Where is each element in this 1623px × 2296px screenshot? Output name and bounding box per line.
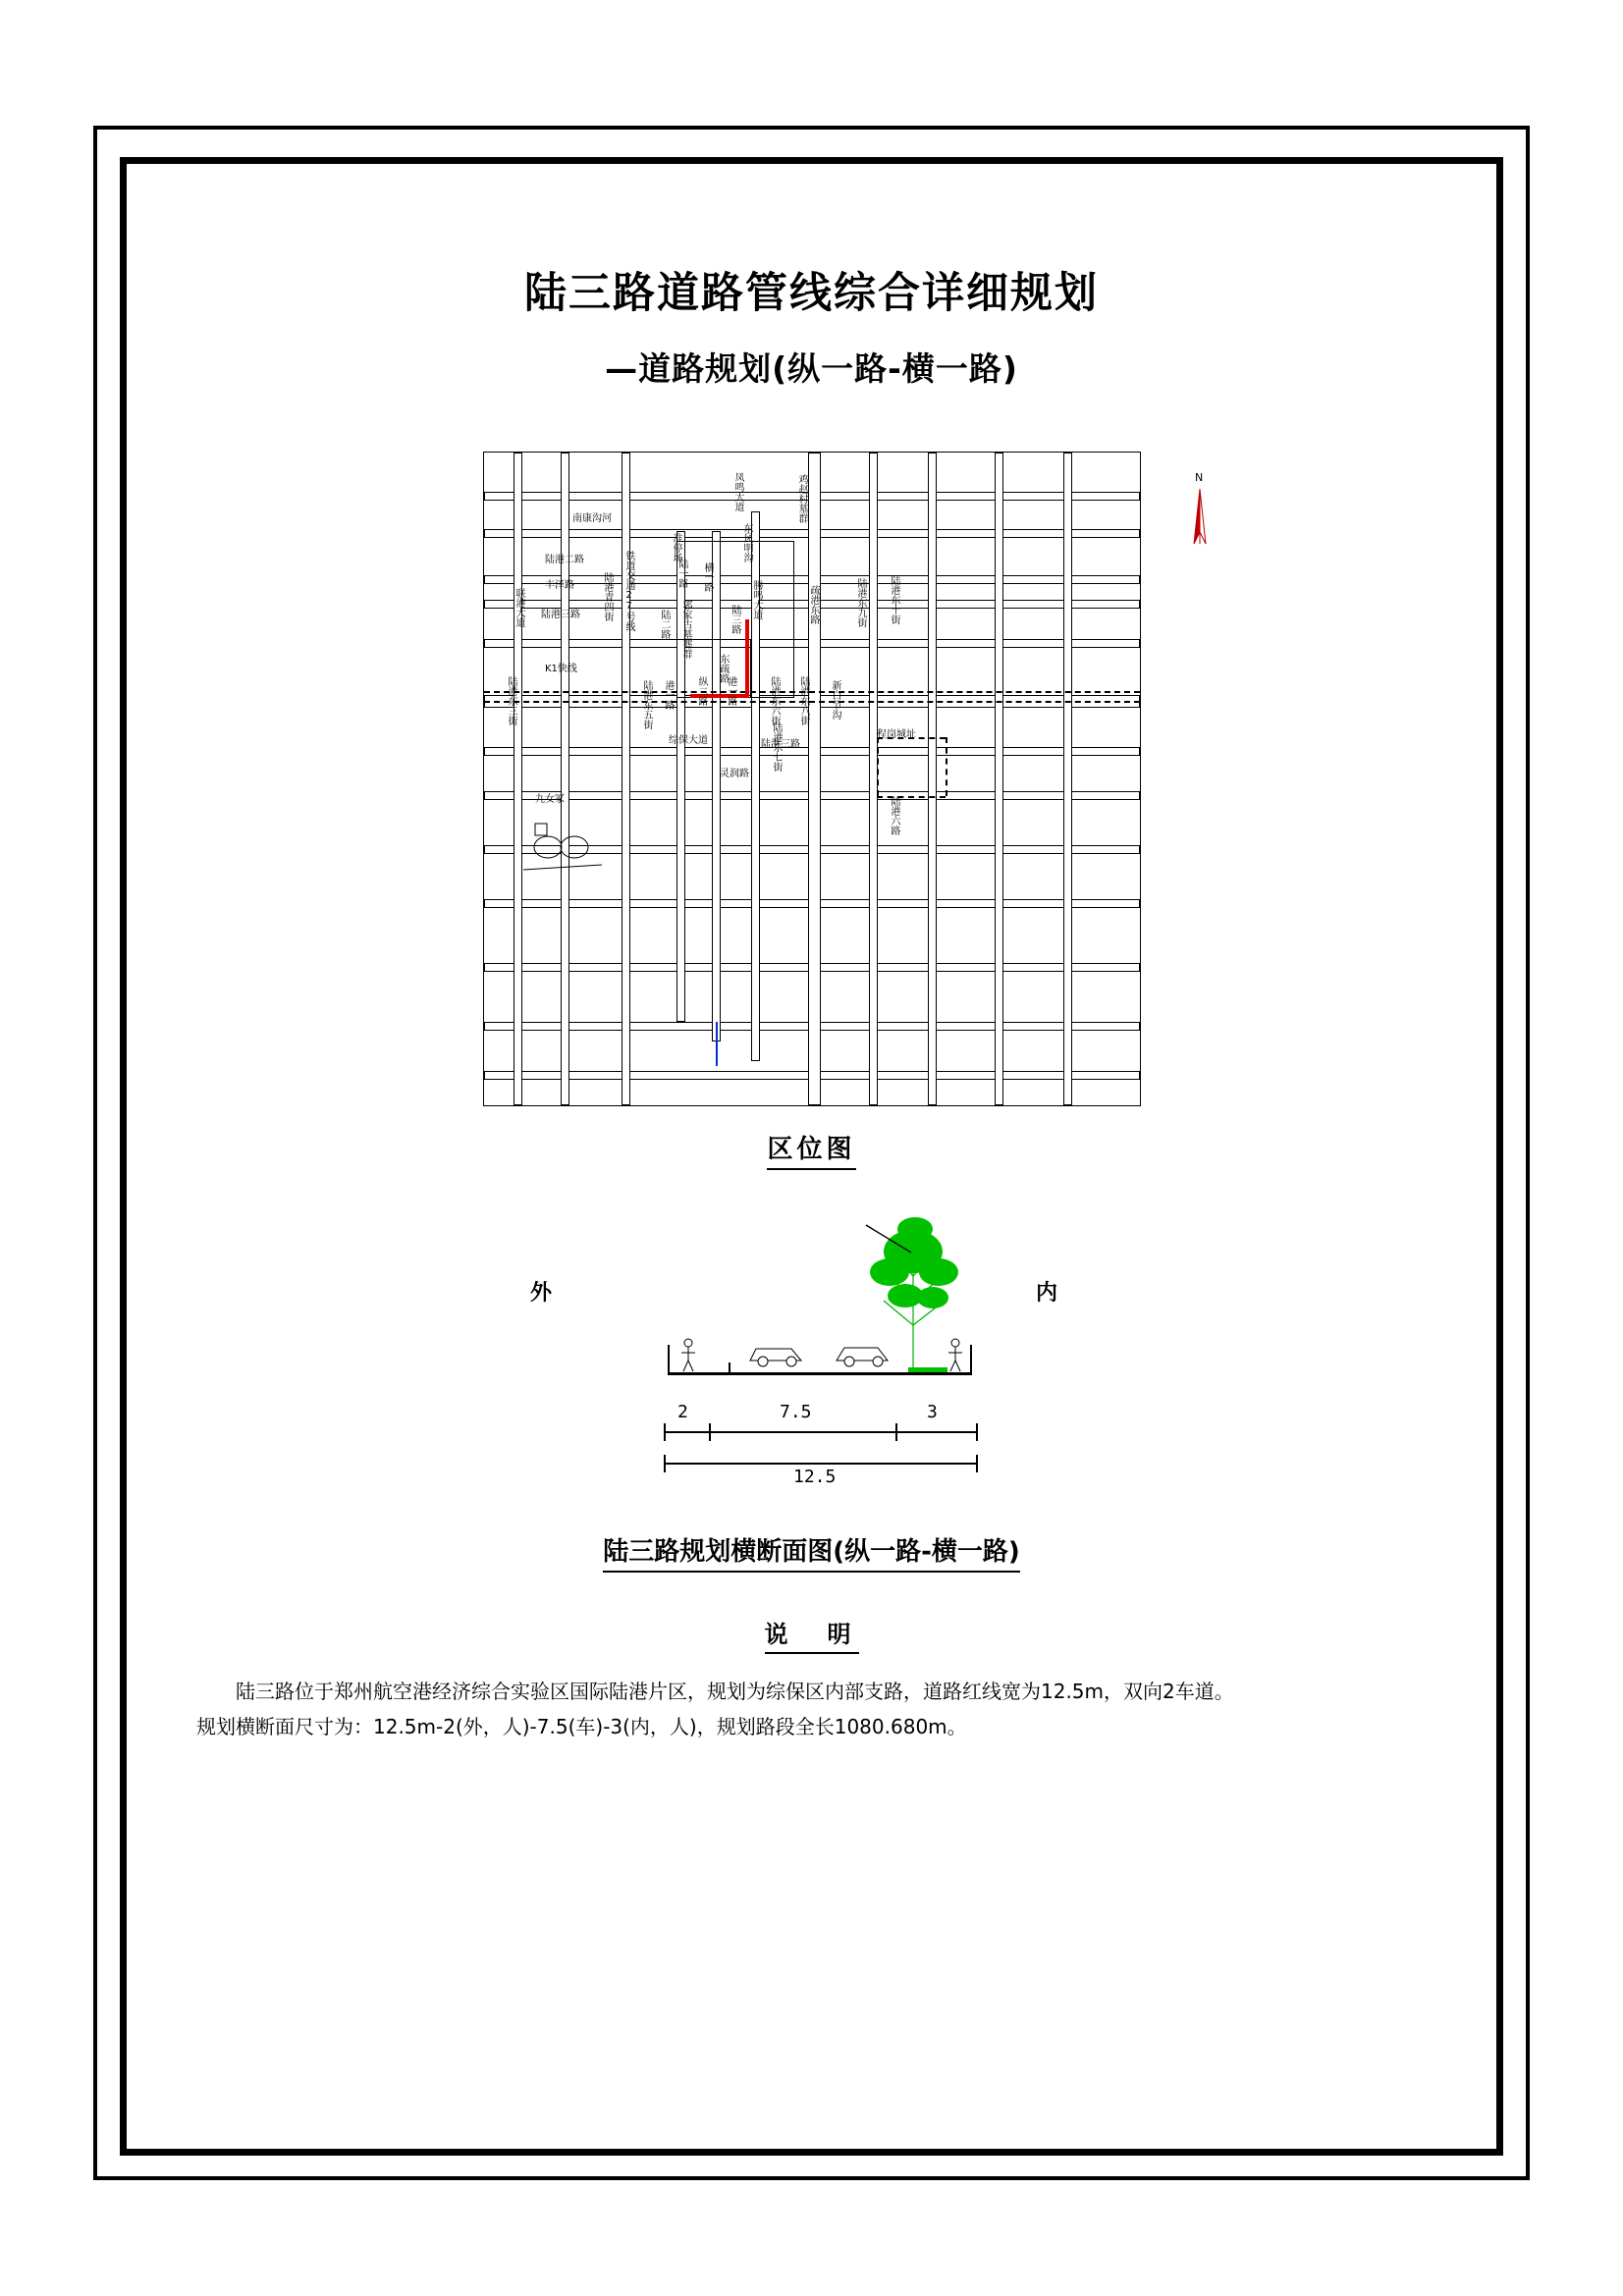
map-road-label: 陆三路: [730, 605, 740, 634]
map-road-label: 鸡赵村墓群: [796, 474, 807, 523]
map-road-label: 东疏路: [718, 654, 729, 683]
map-road-v: [1063, 453, 1072, 1105]
car-icon: [746, 1333, 815, 1372]
north-label: N: [1195, 471, 1204, 484]
dimension-value-7-5: 7.5: [780, 1402, 812, 1422]
map-road-label: 陆港东五街: [641, 680, 652, 729]
map-road-label: 陆港东十街: [889, 575, 899, 624]
map-road-label: 陆港二路: [545, 555, 584, 565]
page-title: 陆三路道路管线综合详细规划: [524, 269, 1099, 318]
map-road-label: 九女冢: [535, 794, 565, 805]
dimension-line-total: [664, 1463, 978, 1465]
dimension-bar: [664, 1402, 978, 1487]
map-road-label: K1快线: [545, 664, 577, 674]
map-road-label: 凤鸣大道: [732, 472, 743, 511]
map-road-v: [995, 453, 1003, 1105]
map-road-label: 陆港青四街: [602, 572, 613, 621]
map-road-label: 陆港东八街: [798, 676, 809, 725]
note-caption: 说 明: [0, 1615, 1623, 1654]
map-road-label: 郭家古墓葬群: [680, 600, 691, 659]
map-road-label: 陆港东六街: [769, 676, 780, 725]
map-road-label: 腾鸣大道: [751, 580, 762, 619]
map-road-label: 综保大道: [669, 735, 708, 746]
planned-road-highlight: [745, 619, 749, 698]
dimension-value-3: 3: [927, 1402, 938, 1422]
map-road-label: 疏港东路: [808, 585, 819, 624]
map-road-label: 陆港三路: [541, 610, 580, 620]
map-road-label: 陆港东七街: [771, 722, 782, 772]
map-road-label: 陆港东三街: [506, 676, 516, 725]
car-icon: [833, 1333, 901, 1372]
north-arrow: [1173, 471, 1232, 569]
dimension-tick: [664, 1455, 666, 1472]
note-line-2: 规划横断面尺寸为：12.5m-2(外，人)-7.5(车)-3(内，人)，规划路段全长1080.680m。: [196, 1715, 967, 1738]
map-road-v: [928, 453, 937, 1105]
map-road-v: [561, 453, 569, 1105]
map-road-label: 陆港三路: [761, 739, 800, 750]
dimension-value-2: 2: [677, 1402, 688, 1422]
map-road-label: 准停场: [671, 533, 681, 562]
map-rail-line: [484, 701, 1140, 703]
location-map: [483, 452, 1141, 1106]
section-right-edge: [970, 1345, 972, 1374]
page-subtitle: —道路规划(纵一路-横一路): [605, 349, 1018, 388]
section-label-inner: 内: [1036, 1281, 1058, 1306]
cross-section-caption: 陆三路规划横断面图(纵一路-横一路): [0, 1531, 1623, 1573]
map-road-label: 新白节沟: [830, 680, 840, 720]
map-road-label: 纵二路: [696, 676, 707, 706]
note-line-1: 陆三路位于郑州航空港经济综合实验区国际陆港片区，规划为综保区内部支路，道路红线宽为12.5m，双向2车道。: [236, 1680, 1234, 1703]
dimension-tick: [664, 1423, 666, 1441]
pedestrian-icon: [679, 1337, 699, 1374]
map-road-label: 程岗城址: [877, 729, 916, 740]
map-road-label: 南康沟河: [572, 513, 612, 524]
note-body: [196, 1674, 1429, 1744]
map-road-label: 联港大道: [514, 588, 524, 627]
dimension-tick: [976, 1455, 978, 1472]
section-ground-line: [668, 1372, 972, 1375]
section-label-outer: 外: [530, 1281, 553, 1306]
site-boundary: [877, 737, 879, 796]
map-road-label: 陆港六路: [889, 796, 899, 835]
interchange-icon: [523, 816, 602, 884]
map-road-label: 陆一路: [676, 559, 687, 588]
map-road-label: 陆二路: [659, 610, 670, 639]
map-road-label: 铁道交通27号线: [623, 551, 634, 631]
section-left-edge: [668, 1345, 670, 1374]
map-road-v: [514, 453, 522, 1105]
map-road-label: 东风明沟: [741, 523, 752, 562]
map-road-label: 陆港东九街: [855, 578, 866, 627]
dimension-tick: [976, 1423, 978, 1441]
location-map-caption: 区位图: [0, 1129, 1623, 1170]
dimension-tick: [709, 1423, 711, 1441]
map-blue-line: [716, 1022, 718, 1066]
map-rail-line: [484, 691, 1140, 693]
map-road-v-main: [808, 453, 821, 1105]
dimension-total-value: 12.5: [793, 1467, 837, 1487]
map-road-label: 港一路: [726, 676, 736, 706]
site-boundary: [877, 796, 946, 798]
map-road-label: 丰泽路: [545, 580, 574, 591]
site-boundary: [946, 737, 947, 796]
dimension-line-upper: [664, 1431, 978, 1433]
dimension-tick: [895, 1423, 897, 1441]
map-road-label: 横一路: [702, 562, 713, 592]
map-road-label: 港一路: [663, 680, 674, 710]
pedestrian-icon: [947, 1337, 966, 1374]
map-road-label: 灵润路: [720, 769, 749, 779]
